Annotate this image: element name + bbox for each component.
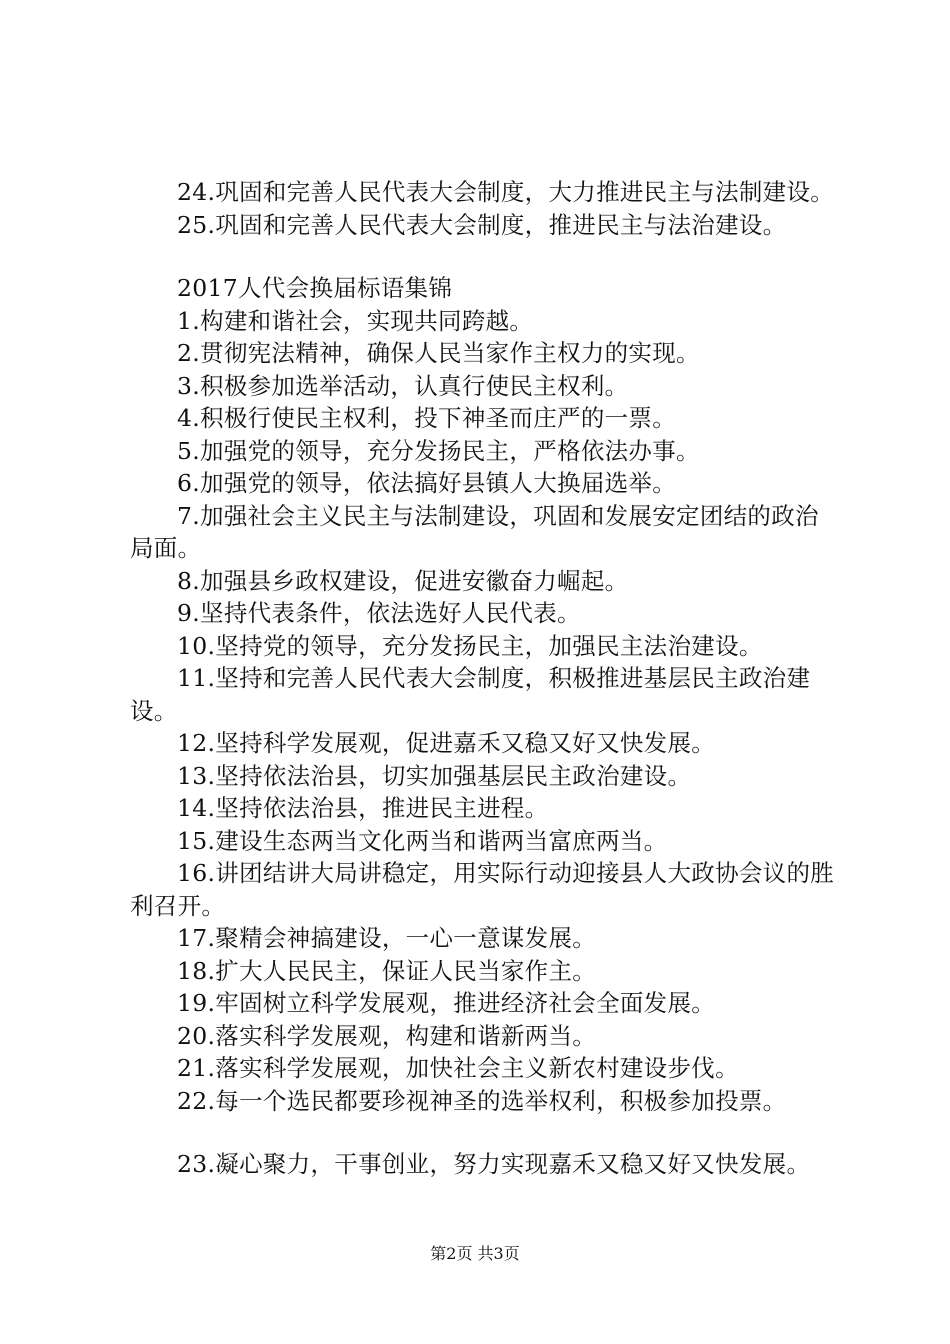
slogan-item: 6.加强党的领导，依法搞好县镇人大换届选举。 [177,469,677,497]
slogan-item: 21.落实科学发展观，加快社会主义新农村建设步伐。 [177,1054,739,1082]
slogan-item: 9.坚持代表条件，依法选好人民代表。 [177,599,581,627]
page-footer: 第2页 共3页 [430,1244,520,1263]
slogan-paragraph: 24.巩固和完善人民代表大会制度，大力推进民主与法制建设。 [177,178,835,206]
slogan-item: 1.构建和谐社会，实现共同跨越。 [177,306,534,335]
slogan-item: 19.牢固树立科学发展观，推进经济社会全面发展。 [177,989,716,1017]
slogan-item: 22.每一个选民都要珍视神圣的选举权利，积极参加投票。 [177,1086,787,1115]
slogan-item: 16.讲团结讲大局讲稳定，用实际行动迎接县人大政协会议的胜利召开。 [130,859,835,920]
slogan-item: 14.坚持依法治县，推进民主进程。 [177,794,549,822]
slogan-item: 17.聚精会神搞建设，一心一意谋发展。 [177,924,597,952]
slogan-item: 12.坚持科学发展观，促进嘉禾又稳又好又快发展。 [177,729,716,757]
slogan-item: 20.落实科学发展观，构建和谐新两当。 [177,1021,597,1050]
slogan-item: 8.加强县乡政权建设，促进安徽奋力崛起。 [177,566,629,595]
slogan-item: 3.积极参加选举活动，认真行使民主权利。 [177,371,629,400]
slogan-item: 15.建设生态两当文化两当和谐两当富庶两当。 [177,826,668,855]
slogan-item: 2.贯彻宪法精神，确保人民当家作主权力的实现。 [177,339,700,367]
section-title: 2017人代会换届标语集锦 [177,274,453,302]
slogan-item: 13.坚持依法治县，切实加强基层民主政治建设。 [177,761,692,790]
slogan-item: 18.扩大人民民主，保证人民当家作主。 [177,956,597,985]
slogan-item: 10.坚持党的领导，充分发扬民主，加强民主法治建设。 [177,631,763,660]
document-body [130,176,835,1181]
slogan-item: 4.积极行使民主权利，投下神圣而庄严的一票。 [177,404,677,432]
slogan-item: 7.加强社会主义民主与法制建设，巩固和发展安定团结的政治局面。 [130,501,819,562]
slogan-paragraph: 25.巩固和完善人民代表大会制度，推进民主与法治建设。 [177,210,787,239]
slogan-item: 23.凝心聚力，干事创业，努力实现嘉禾又稳又好又快发展。 [177,1150,811,1178]
slogan-item: 5.加强党的领导，充分发扬民主，严格依法办事。 [177,436,700,465]
slogan-item: 11.坚持和完善人民代表大会制度，积极推进基层民主政治建设。 [130,664,811,725]
